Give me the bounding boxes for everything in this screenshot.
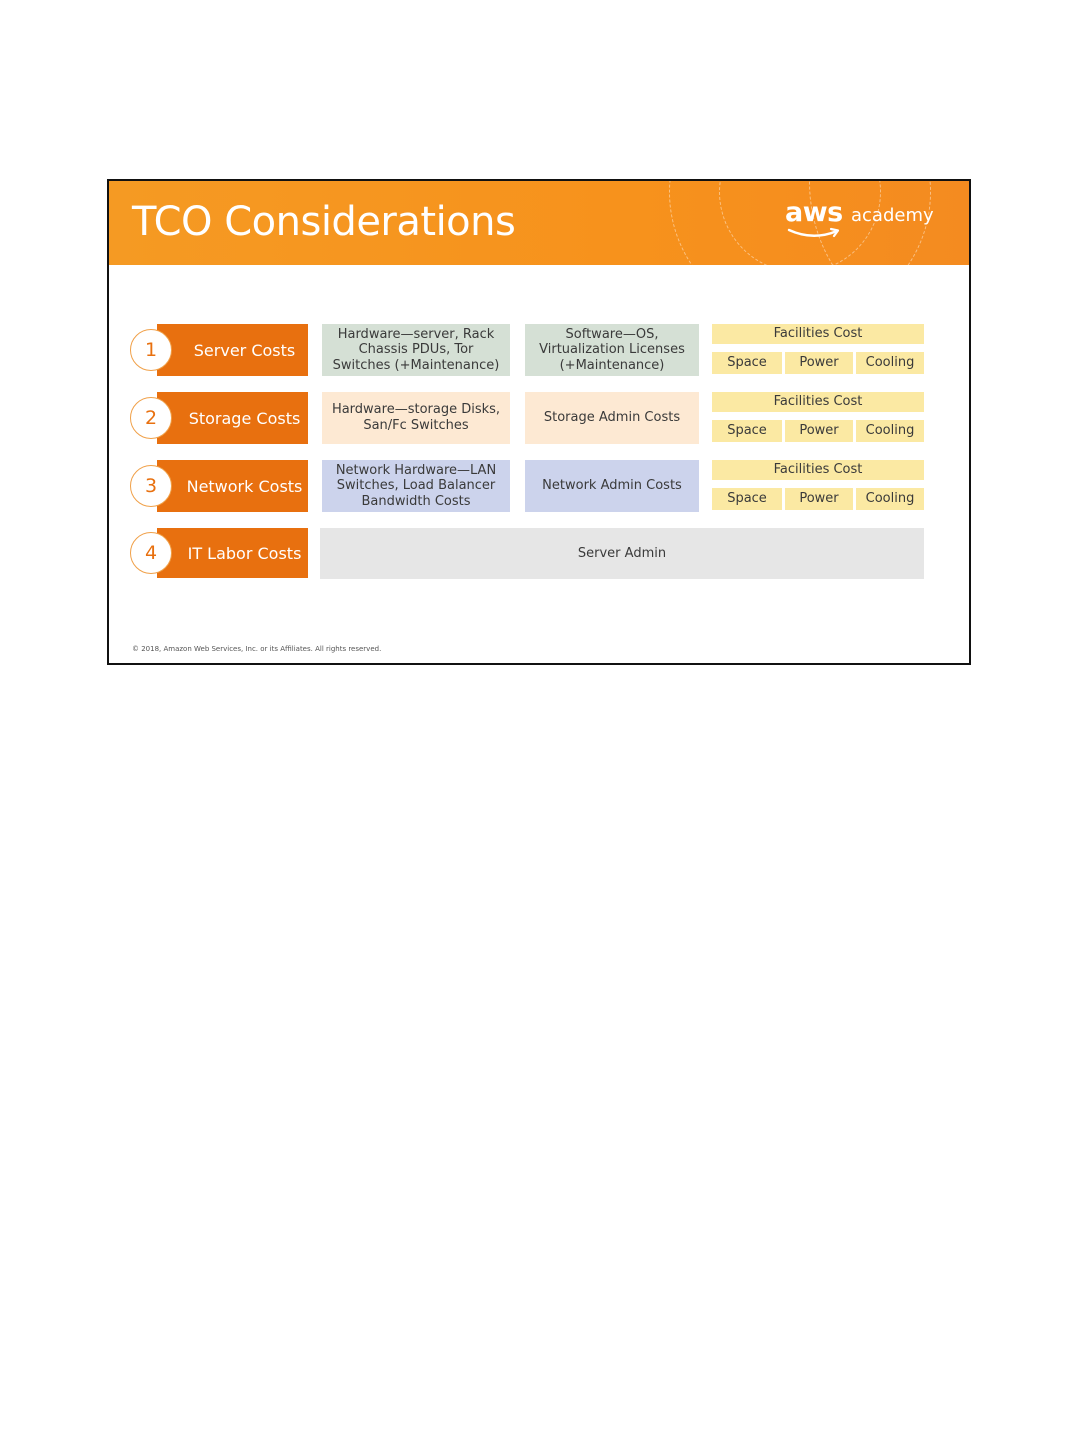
row-number-badge: 4 xyxy=(130,532,172,574)
row-number-badge: 3 xyxy=(130,465,172,507)
facilities-cost-title: Facilities Cost xyxy=(712,460,924,480)
category-label-text: Network Costs xyxy=(186,476,303,496)
category-label-labor xyxy=(157,528,308,578)
row-number-badge: 1 xyxy=(130,329,172,371)
facilities-cost-title: Facilities Cost xyxy=(712,324,924,344)
facilities-power: Power xyxy=(785,352,853,374)
facilities-cooling: Cooling xyxy=(856,488,924,510)
admin-box: Storage Admin Costs xyxy=(525,392,699,444)
category-label-text: IT Labor Costs xyxy=(187,543,302,563)
hardware-box: Hardware—server, Rack Chassis PDUs, Tor Switches (+Maintenance) xyxy=(322,324,510,376)
copyright-footer: © 2018, Amazon Web Services, Inc. or its Affiliates. All rights reserved. xyxy=(132,645,382,653)
logo-academy-text: academy xyxy=(851,205,934,226)
smile-arrow-icon xyxy=(787,227,843,239)
facilities-cost-title: Facilities Cost xyxy=(712,392,924,412)
facilities-power: Power xyxy=(785,488,853,510)
facilities-space: Space xyxy=(712,488,782,510)
facilities-space: Space xyxy=(712,420,782,442)
category-label-server xyxy=(157,324,308,376)
category-label-storage xyxy=(157,392,308,444)
category-label-network xyxy=(157,460,308,512)
facilities-power: Power xyxy=(785,420,853,442)
facilities-cooling: Cooling xyxy=(856,352,924,374)
slide xyxy=(107,179,971,665)
logo-aws-text: aws xyxy=(785,197,843,228)
software-box: Software—OS, Virtualization Licenses (+Maintenance) xyxy=(525,324,699,376)
admin-box: Network Admin Costs xyxy=(525,460,699,512)
aws-academy-logo xyxy=(785,197,935,241)
facilities-space: Space xyxy=(712,352,782,374)
hardware-box: Hardware—storage Disks, San/Fc Switches xyxy=(322,392,510,444)
category-label-text: Storage Costs xyxy=(188,408,301,428)
server-admin-box: Server Admin xyxy=(320,528,924,579)
category-label-text: Server Costs xyxy=(193,340,296,360)
slide-header xyxy=(109,181,969,265)
facilities-cooling: Cooling xyxy=(856,420,924,442)
hardware-box: Network Hardware—LAN Switches, Load Balancer Bandwidth Costs xyxy=(322,460,510,512)
slide-title: TCO Considerations xyxy=(132,199,516,245)
row-number-badge: 2 xyxy=(130,397,172,439)
